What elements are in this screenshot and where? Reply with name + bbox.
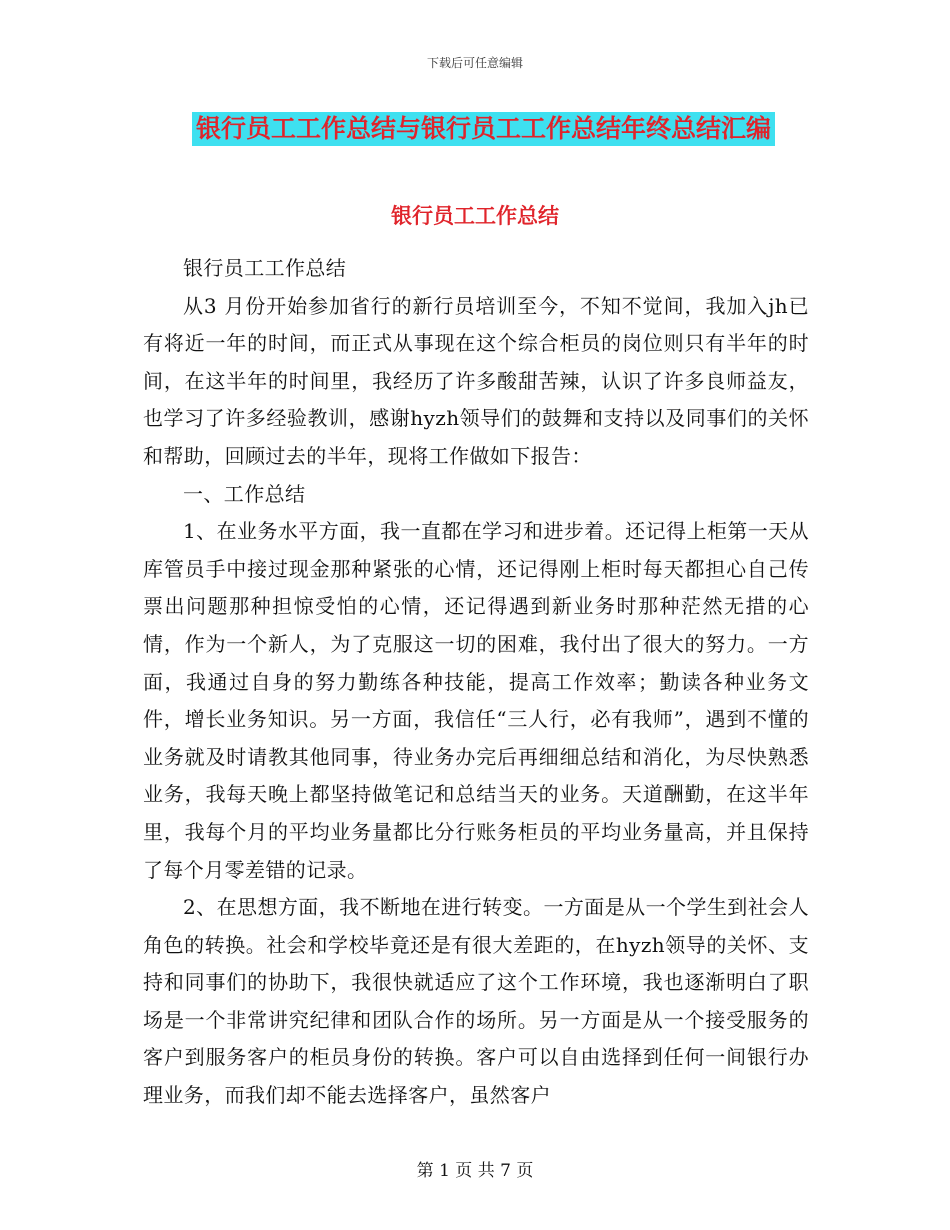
body-paragraph-business: 1、在业务水平方面，我一直都在学习和进步着。还记得上柜第一天从库管员手中接过现金那种紧张的心情，还记得刚上柜时每天都担心自己传票出问题那种担惊受怕的心情，还记得遇到新业务时那种茫然无措的心情，作为一个新人，为了克服这一切的困难，我付出了很大的努力。一方面，我通过自身的努力勤练各种技能，提高工作效率；勤读各种业务文件，增长业务知识。另一方面，我信任“三人行，必有我师”，遇到不懂的业务就及时请教其他同事，待业务办完后再细细总结和消化，为尽快熟悉业务，我每天晚上都坚持做笔记和总结当天的业务。天道酬勤，在这半年里，我每个月的平均业务量都比分行账务柜员的平均业务量高，并且保持了每个月零差错的记录。 xyxy=(143,519,809,882)
body-paragraph-heading: 银行员工工作总结 xyxy=(183,256,347,280)
section-title: 银行员工工作总结 xyxy=(391,204,559,228)
body-paragraph-section-heading: 一、工作总结 xyxy=(183,481,306,506)
page-header-note: 下载后可任意编辑 xyxy=(426,56,523,70)
page-number: 第 1 页 共 7 页 xyxy=(416,1161,534,1181)
body-paragraph-thought: 2、在思想方面，我不断地在进行转变。一方面是从一个学生到社会人角色的转换。社会和学校毕竟还是有很大差距的，在hyzh领导的关怀、支持和同事们的协助下，我很快就适应了这个工作环境，我也逐渐明白了职场是一个非常讲究纪律和团队合作的场所。另一方面是从一个接受服务的客户到服务客户的柜员身份的转换。客户可以自由选择到任何一间银行办理业务，而我们却不能去选择客户，虽然客户 xyxy=(143,895,809,1108)
document-title: 银行员工工作总结与银行员工工作总结年终总结汇编 xyxy=(192,112,775,146)
body-paragraph-intro: 从3 月份开始参加省行的新行员培训至今，不知不觉间，我加入jh已有将近一年的时间，而正式从事现在这个综合柜员的岗位则只有半年的时间，在这半年的时间里，我经历了许多酸甜苦辣，认识了许多良师益友，也学习了许多经验教训，感谢hyzh领导们的鼓舞和支持以及同事们的关怀和帮助，回顾过去的半年，现将工作做如下报告： xyxy=(143,293,809,468)
document-body xyxy=(143,250,809,1115)
